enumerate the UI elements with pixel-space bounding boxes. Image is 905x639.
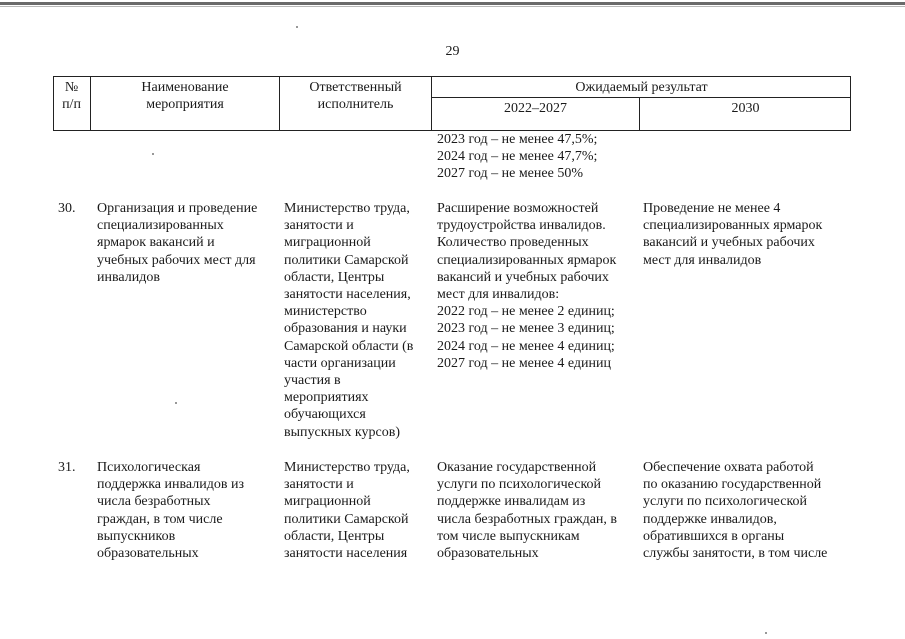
header-name: Наименование мероприятия [141,80,229,112]
row-result-2030: Обеспечение охвата работой по оказанию государственной услуги по психологической поддержке инвалидов, обратившихся в органы службы занятости, в том числе [643,460,828,562]
scan-speck [175,402,177,404]
header-executor: Ответственный исполнитель [309,80,402,112]
row-name: Организация и проведение специализированных ярмарок вакансий и учебных рабочих мест для инвалидов [97,201,258,285]
header-divider [53,77,54,130]
scan-speck [152,153,154,155]
scan-speck [765,632,767,634]
header-expected-result: Ожидаемый результат [575,80,708,95]
row-name: Психологическая поддержка инвалидов из числа безработных граждан, в том числе выпускников образовательных [97,460,245,562]
header-period-2: 2030 [731,101,760,116]
scan-speck [296,26,298,28]
table-row [53,200,851,445]
header-subdivider [431,97,851,98]
table-row-continuation [53,131,851,186]
table-row [53,459,851,569]
page-number: 29 [445,44,460,59]
row-result-2030: Проведение не менее 4 специализированных ярмарок вакансий и учебных рабочих мест для инвалидов [643,201,823,268]
row-number: 31. [58,460,76,475]
scan-edge-top [0,2,905,5]
continuation-result: 2023 год – не менее 47,5%; 2024 год – не менее 47,7%; 2027 год – не менее 50% [437,132,598,182]
table-header [53,76,851,131]
scan-edge-line [0,6,905,7]
row-executor: Министерство труда, занятости и миграционной политики Самарской области, Центры занятости населения [284,460,410,562]
header-period-1: 2022–2027 [504,101,567,116]
row-number: 30. [58,201,76,216]
header-divider [850,77,851,130]
row-result-2022-2027: Оказание государственной услуги по психологической поддержке инвалидам из числа безработных граждан, в том числе выпускникам образовательных [437,460,618,562]
header-num: № п/п [62,80,81,112]
row-result-2022-2027: Расширение возможностей трудоустройства инвалидов. Количество проведенных специализированных ярмарок вакансий и учебных рабочих мест для инвалидов: 2022 год – не менее 2 единиц; 2023 год – не менее 3 единиц; 2024 год – не менее 4 единиц; 2027 год – не менее 4 единиц [437,201,617,371]
row-executor: Министерство труда, занятости и миграционной политики Самарской области, Центры занятости населения, министерство образования и науки Самарской области (в части организации участия в мероприятиях обучающихся выпускных курсов) [284,201,414,440]
